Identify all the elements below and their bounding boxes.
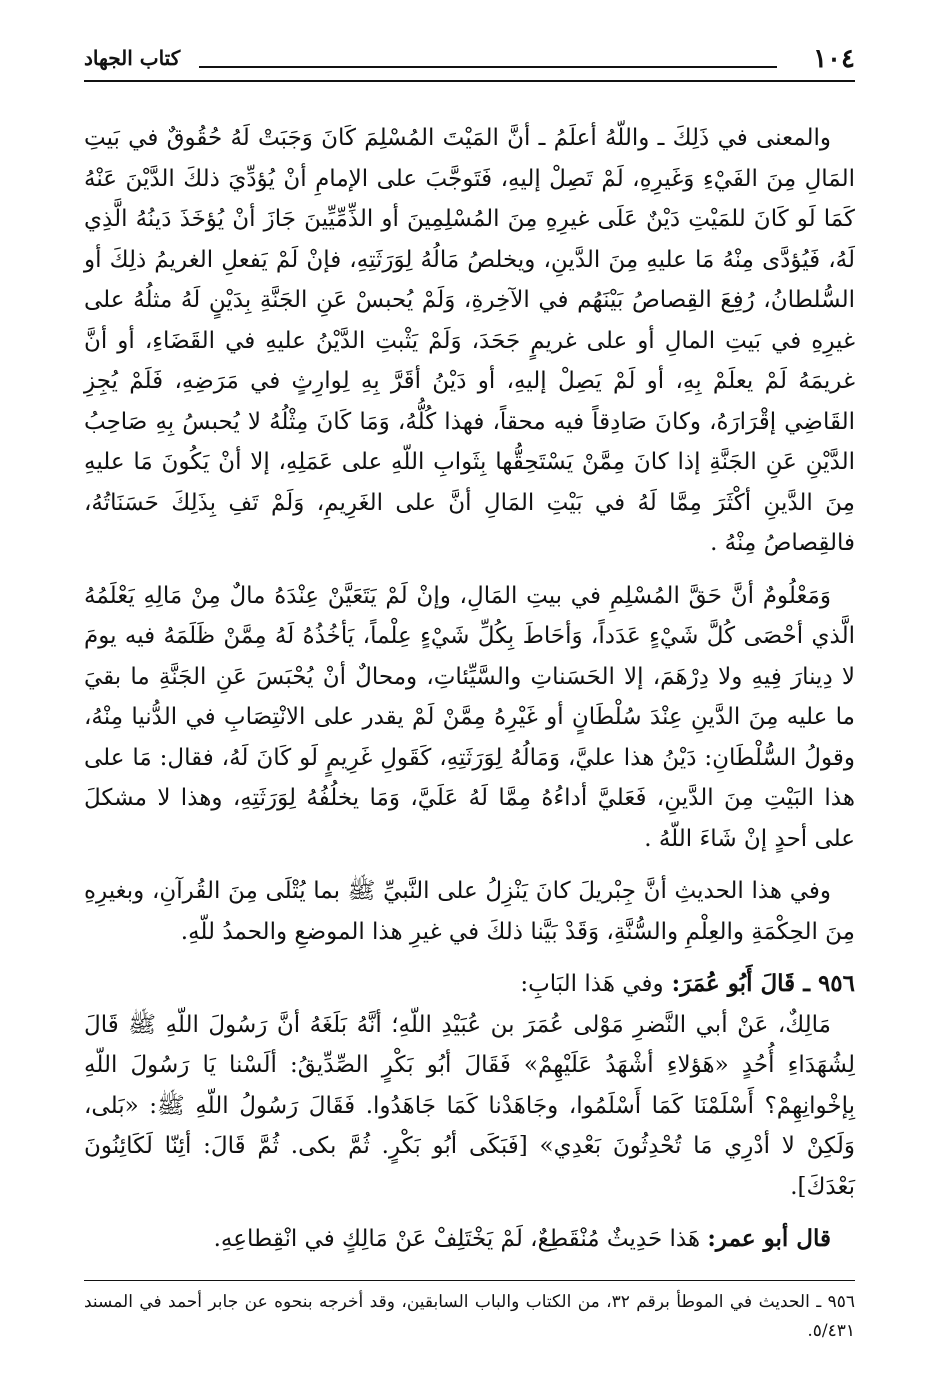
page-number: ١٠٤	[813, 44, 855, 74]
main-text	[84, 118, 855, 1260]
footnote: ٩٥٦ ـ الحديث في الموطأ برقم ٣٢، من الكتاب والباب السابقين، وقد أخرجه بنحوه عن جابر أحمد في المسند ٥/٤٣١.	[84, 1292, 855, 1341]
hadith-number: ٩٥٦ ـ قَالَ أَبُو عُمَرَ:	[671, 970, 855, 997]
paragraph-3: وفي هذا الحديثِ أنَّ جِبْريلَ كانَ يَنْزِلُ على النَّبيِّ ﷺ بما يُتْلَى مِنَ القُرآنِ، وبغيرِهِ مِنَ الحِكْمَةِ والعِلْمِ والسُّنَّةِ، وَقَدْ بَيَّنا ذلكَ في غيرِ هذا الموضعِ والحمدُ للّهِ.	[84, 878, 855, 945]
closing-speaker: قال أبو عمر:	[707, 1225, 831, 1252]
closing-remark	[84, 1219, 855, 1260]
hadith-heading-rest: وفي هَذا البَابِ:	[520, 971, 664, 997]
hadith-heading	[84, 964, 855, 1005]
header-rule	[199, 66, 777, 68]
chapter-title: كتاب الجهاد	[84, 46, 181, 70]
paragraph-2: وَمَعْلُومٌ أنَّ حَقَّ المُسْلِمِ في بيتِ المَالِ، وإنْ لَمْ يَتَعَيَّنْ عِنْدَهُ مالٌ مِنْ مَالِهِ يَعْلَمُهُ الَّذي أحْصَى كُلَّ شَيْءٍ عَدَداً، وَأحَاطَ بِكُلِّ شَيْءٍ عِلْماً، يَأخُذُهُ لَهُ مِمَّنْ ظَلَمَهُ فيه يومَ لا دِينارَ فِيهِ ولا دِرْهَمَ، إلا الحَسَناتِ والسَّيِّئاتِ، ومحالٌ أنْ يُحْبَسَ عَنِ الجَنَّةِ ما بقيَ ما عليه مِنَ الدَّينِ عِنْدَ سُلْطَانٍ أو غَيْرِهُ مِمَّنْ لَمْ يقدر على الانْتِصَابِ في الدُّنيا مِنْهُ، وقولُ السُّلْطَانِ: دَيْنُ هذا عليَّ، وَمَالُهُ لِوَرَثَتِهِ، كَقَولِ غَرِيمٍ لَو كَانَ لَهُ، فقال: مَا على هذا البَيْتِ مِنَ الدَّينِ، فَعَليَّ أداءُهُ مِمَّا لَهُ عَلَيَّ، وَمَا يخلُفُهُ لِوَرَثَتِهِ، وهذا لا مشكلَ على أحدٍ إنْ شَاءَ اللّهُ .	[84, 582, 855, 852]
hadith-text: مَالِكٌ، عَنْ أبي النَّضرِ مَوْلى عُمَرَ بن عُبَيْدِ اللّهِ؛ أنَّهُ بَلَغَهُ أنَّ رَسُولَ اللّهِ ﷺ قَالَ لِشُهَدَاءِ أُحُدٍ «هَؤلاءِ أشْهَدُ عَلَيْهِمْ» فَقَالَ أبُو بَكْرٍ الصِّدِّيقُ: ألَسْنا يَا رَسُولَ اللّهِ بِإخْوانِهِمْ؟ أَسْلَمْنَا كَمَا أَسْلَمُوا، وجَاهَدْنا كَمَا جَاهَدُوا. فَقَالَ رَسُولُ اللّهِ ﷺ: «بَلى، وَلَكِنْ لا أدْرِي مَا تُحْدِثُونَ بَعْدِي» [فَبَكَى أبُو بَكْرٍ. ثُمَّ بكى. ثُمَّ قَالَ: أئِنّا لَكَائِنُونَ بَعْدَكَ].	[84, 1011, 855, 1200]
header-bottom-rule	[84, 80, 855, 82]
closing-text: هَذا حَدِيثٌ مُنْقَطِعٌ، لَمْ يَخْتَلِفْ عَنْ مَالِكٍ في انْقِطاعِهِ.	[213, 1226, 701, 1252]
paragraph-1: والمعنى في ذَلِكَ ـ واللّهُ أعلَمُ ـ أنَّ المَيْتَ المُسْلِمَ كَانَ وَجَبَتْ لَهُ حُقُوقٌ في بَيتِ المَالِ مِنَ الفَيْءِ وَغَيرِهِ، لَمْ تَصِلْ إليهِ، فَتَوجَّبَ على الإمامِ أنْ يُؤدِّيَ ذلكَ الدَّيْنَ عَنْهُ كَمَا لَو كَانَ للمَيْتِ دَيْنٌ عَلَى غيرِهِ مِنَ المُسْلِمِينَ أو الذِّمِّيِّينَ جَازَ أنْ يُؤخَذَ دَينُهُ الَّذِي لَهُ، فَيُؤدَّى مِنْهُ مَا عليهِ مِنَ الدَّينِ، ويخلصُ مَالُهُ لِوَرَثَتِهِ، فإنْ لَمْ يَفعلِ الغريمُ ذلِكَ أو السُّلطانُ، رُفِعَ القِصاصُ بَيْنَهُم في الآخِرةِ، وَلَمْ يُحبسْ عَنِ الجَنَّةِ بِدَيْنٍ لَهُ مثلُهُ على غيرِهِ في بَيتِ المالِ أو على غريمٍ جَحَدَ، وَلَمْ يَثْبتِ الدَّيْنُ عليهِ في القَضَاءِ، أو أنَّ غريمَهُ لَمْ يعلَمْ بِهِ، أو لَمْ يَصِلْ إليهِ، أو دَيْنُ أقَرَّ بِهِ لِوارِثٍ في مَرَضِهِ، فَلَمْ يُجِزِ القَاضِي إقْرَارَهُ، وكانَ صَادِقاً فيه محقاً، فهذا كُلُّهُ، وَمَا كَانَ مِثْلُهُ لا يُحبسُ بِهِ صَاحِبُ الدَّيْنِ عَنِ الجَنَّةِ إذا كانَ مِمَّنْ يَسْتَحِقُّها بِثَوابِ اللّهِ على عَمَلِهِ، إلا أنْ يَكُونَ مَا عليهِ مِنَ الدَّينِ أكْثَرَ مِمَّا لَهُ في بَيْتِ المَالِ أنَّ على الغَرِيمِ، وَلَمْ تَفِ بِذَلِكَ حَسَنَاتُهُ، فالقِصاصُ مِنْهُ .	[84, 125, 855, 556]
footnote-divider	[84, 1280, 855, 1281]
page-header	[84, 38, 855, 78]
